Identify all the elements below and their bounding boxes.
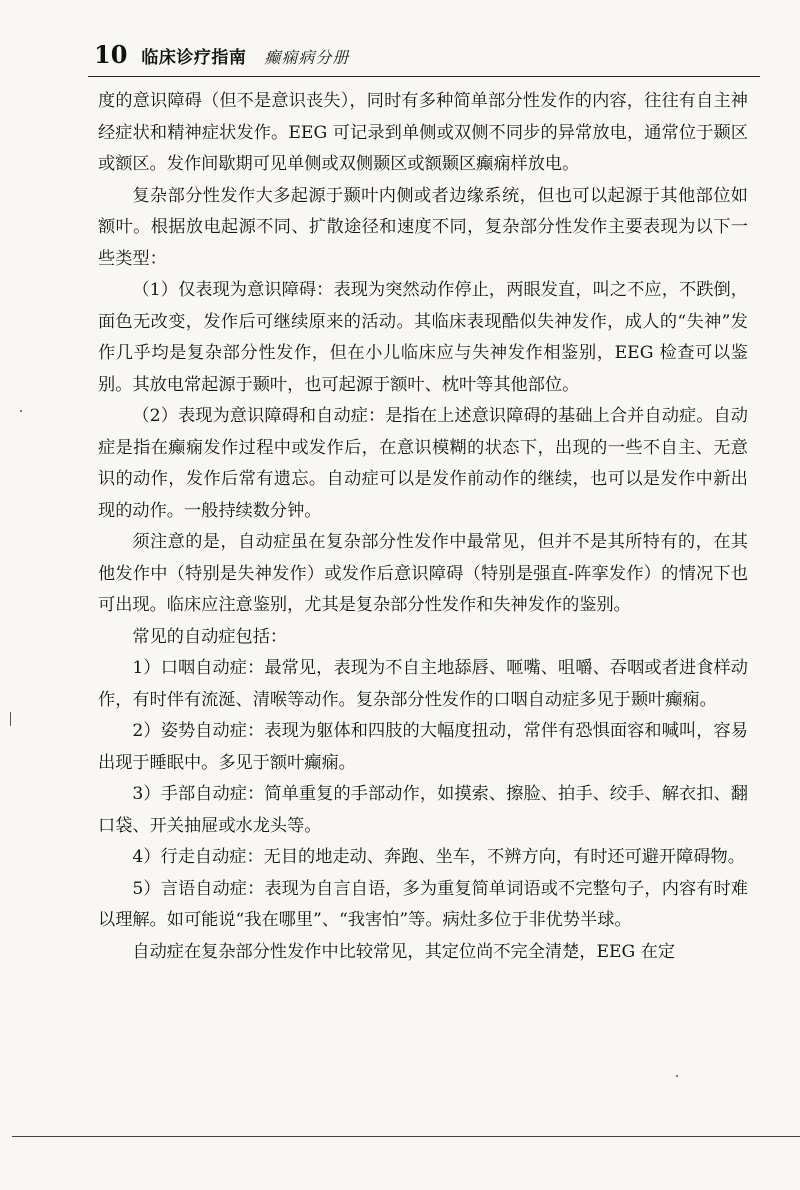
paragraph: （1）仅表现为意识障碍：表现为突然动作停止，两眼发直，叫之不应，不跌倒，面色无改变，发作后可继续原来的活动。其临床表现酷似失神发作，成人的“失神”发作几乎均是复杂部分性发作，但在小儿临床应与失神发作相鉴别，EEG 检查可以鉴别。其放电常起源于颞叶，也可起源于额叶、枕叶等其他部位。 [98, 280, 748, 395]
body-text [98, 86, 748, 968]
running-header [94, 40, 349, 70]
scan-speck [676, 1075, 678, 1077]
page-number: 10 [94, 40, 128, 69]
scan-speck [20, 410, 22, 412]
paragraph: 3）手部自动症：简单重复的手部动作，如摸索、擦脸、拍手、绞手、解衣扣、翻口袋、开关抽屉或水龙头等。 [98, 784, 748, 836]
paragraph: 度的意识障碍（但不是意识丧失），同时有多种简单部分性发作的内容，往往有自主神经症状和精神症状发作。EEG 可记录到单侧或双侧不同步的异常放电，通常位于颞区或额区。发作间歇期可见单侧或双侧颞区或额颞区癫痫样放电。 [98, 91, 748, 174]
paragraph: 常见的自动症包括： [132, 626, 288, 647]
scan-speck [10, 712, 11, 726]
paragraph: 1）口咽自动症：最常见，表现为不自主地舔唇、咂嘴、咀嚼、吞咽或者进食样动作，有时伴有流涎、清喉等动作。复杂部分性发作的口咽自动症多见于颞叶癫痫。 [98, 658, 748, 710]
paragraph: 5）言语自动症：表现为自言自语，多为重复简单词语或不完整句子，内容有时难以理解。如可能说“我在哪里”、“我害怕”等。病灶多位于非优势半球。 [98, 878, 748, 930]
paragraph: 须注意的是，自动症虽在复杂部分性发作中最常见，但并不是其所特有的，在其他发作中（特别是失神发作）或发作后意识障碍（特别是强直-阵挛发作）的情况下也可出现。临床应注意鉴别，尤其是复杂部分性发作和失神发作的鉴别。 [98, 532, 748, 615]
paragraph: 2）姿势自动症：表现为躯体和四肢的大幅度扭动，常伴有恐惧面容和喊叫，容易出现于睡眠中。多见于额叶癫痫。 [98, 721, 748, 773]
running-subtitle: 癫痫病分册 [264, 48, 350, 67]
paragraph: 复杂部分性发作大多起源于颞叶内侧或者边缘系统，但也可以起源于其他部位如额叶。根据放电起源不同、扩散途径和速度不同，复杂部分性发作主要表现为以下一些类型： [98, 185, 748, 269]
paragraph: 自动症在复杂部分性发作中比较常见，其定位尚不完全清楚，EEG 在定 [132, 941, 676, 962]
footer-rule [12, 1136, 800, 1137]
header-rule [88, 76, 760, 77]
running-title: 临床诊疗指南 [141, 48, 247, 68]
paragraph: 4）行走自动症：无目的地走动、奔跑、坐车，不辨方向，有时还可避开障碍物。 [132, 847, 745, 867]
paragraph: （2）表现为意识障碍和自动症：是指在上述意识障碍的基础上合并自动症。自动症是指在癫痫发作过程中或发作后，在意识模糊的状态下，出现的一些不自主、无意识的动作，发作后常有遗忘。自动症可以是发作前动作的继续，也可以是发作中新出现的动作。一般持续数分钟。 [98, 406, 748, 521]
